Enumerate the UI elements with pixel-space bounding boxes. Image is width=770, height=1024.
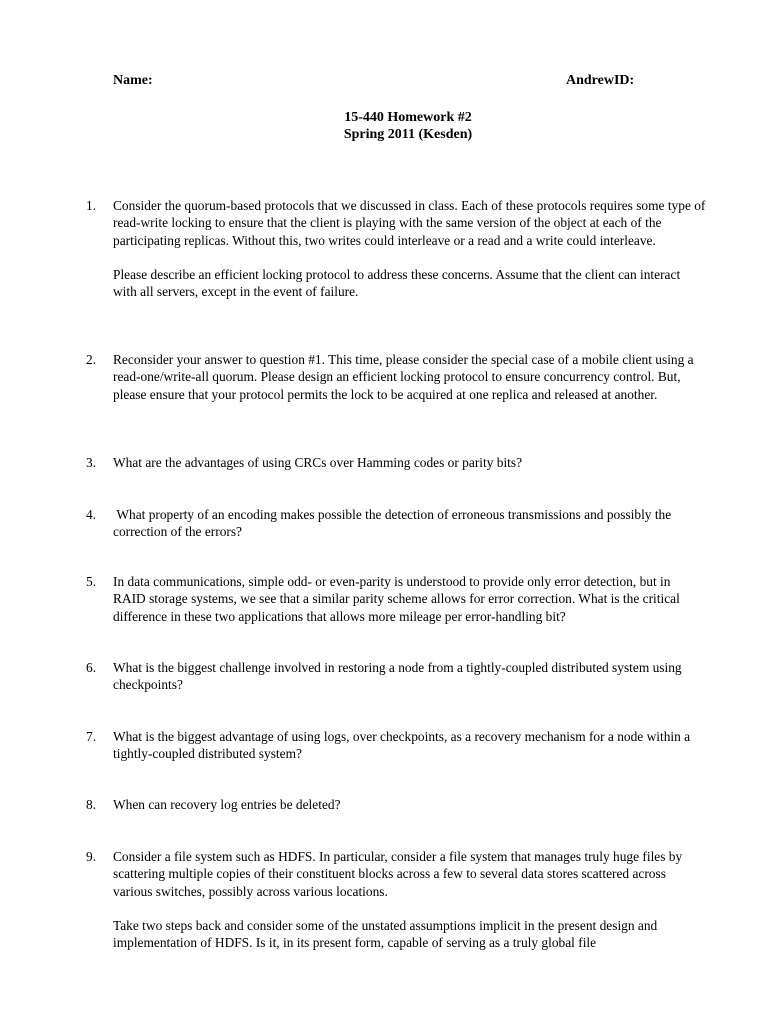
- question-number: 1.: [86, 198, 97, 213]
- question-3: [86, 454, 706, 471]
- semester-subtitle: Spring 2011 (Kesden): [343, 127, 473, 142]
- question-9: [86, 848, 706, 951]
- question-number: 8.: [86, 797, 97, 812]
- question-text: Reconsider your answer to question #1. This time, please consider the special case of a mobile client using a read-one/write-all quorum. Please design an efficient locking protocol to ensure concurrency control. But, please ensure that your protocol permits the lock to be acquired at one replica and released at another.: [113, 352, 694, 402]
- question-number: 2.: [86, 352, 97, 367]
- question-text: Consider the quorum-based protocols that we discussed in class. Each of these protocols requires some type of read-write locking to ensure that the client is playing with the same version of the object at each of the participating replicas. Without this, two writes could interleave or a read and a write could interleave.: [113, 198, 706, 248]
- question-4: [86, 506, 706, 541]
- andrewid-label: AndrewID:: [566, 73, 635, 88]
- question-text: What are the advantages of using CRCs over Hamming codes or parity bits?: [113, 455, 523, 470]
- question-number: 7.: [86, 729, 97, 744]
- question-text: What is the biggest advantage of using logs, over checkpoints, as a recovery mechanism for a node within a tightly-coupled distributed system?: [113, 729, 691, 762]
- question-text: In data communications, simple odd- or even-parity is understood to provide only error detection, but in RAID storage systems, we see that a similar parity scheme allows for error correction. What is the critical difference in these two applications that allows more mileage per error-handling bit?: [113, 574, 680, 624]
- question-2: [86, 351, 706, 403]
- question-number: 3.: [86, 455, 97, 470]
- question-5: [86, 573, 706, 625]
- question-6: [86, 659, 706, 694]
- question-text: What is the biggest challenge involved in restoring a node from a tightly-coupled distributed system using checkpoints?: [113, 660, 682, 693]
- question-number: 6.: [86, 660, 97, 675]
- question-text: Please describe an efficient locking protocol to address these concerns. Assume that the client can interact with all servers, except in the event of failure.: [113, 266, 681, 300]
- question-text: Consider a file system such as HDFS. In particular, consider a file system that manages truly huge files by scattering multiple copies of their constituent blocks across a few to several data stores scattered across various switches, possibly across various locations.: [113, 849, 683, 899]
- question-8: [86, 796, 706, 813]
- question-1: [86, 197, 706, 300]
- question-text: When can recovery log entries be deleted?: [113, 797, 341, 812]
- homework-title: 15-440 Homework #2: [344, 110, 472, 125]
- question-number: 9.: [86, 849, 97, 864]
- question-text: Take two steps back and consider some of the unstated assumptions implicit in the present design and implementation of HDFS. Is it, in its present form, capable of serving as a truly global file: [113, 917, 658, 951]
- question-7: [86, 728, 706, 763]
- question-number: 4.: [86, 507, 97, 522]
- question-number: 5.: [86, 574, 97, 589]
- name-label: Name:: [113, 73, 153, 88]
- question-text: What property of an encoding makes possible the detection of erroneous transmissions and possibly the correction of the errors?: [113, 507, 675, 540]
